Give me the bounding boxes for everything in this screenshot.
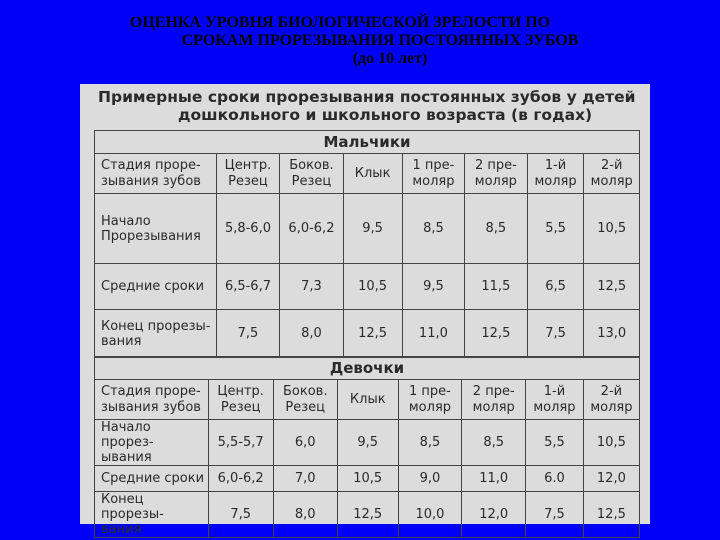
value-cell: 8,5 bbox=[398, 420, 462, 466]
table-photo bbox=[80, 84, 650, 537]
column-header: 2 пре- моляр bbox=[462, 380, 526, 420]
table-row bbox=[95, 310, 640, 358]
value-cell: 12,5 bbox=[584, 264, 640, 310]
stage-label: Средние сроки bbox=[95, 264, 217, 310]
value-cell: 11,0 bbox=[402, 310, 464, 358]
value-cell: 7,5 bbox=[527, 310, 584, 358]
stage-label: Средние сроки bbox=[95, 466, 209, 492]
header-row bbox=[95, 380, 640, 420]
table-row bbox=[95, 466, 640, 492]
value-cell: 8,5 bbox=[462, 420, 526, 466]
column-header: Центр. Резец bbox=[208, 380, 273, 420]
value-cell: 5,5-5,7 bbox=[208, 420, 273, 466]
value-cell: 5,5 bbox=[527, 194, 584, 264]
header-row bbox=[95, 154, 640, 194]
table-caption bbox=[98, 88, 648, 124]
value-cell: 12,0 bbox=[583, 466, 639, 492]
table-row bbox=[95, 194, 640, 264]
value-cell: 9,0 bbox=[398, 466, 462, 492]
stage-label: Начало прорез- ывания bbox=[95, 420, 209, 466]
value-cell: 8,0 bbox=[273, 492, 337, 538]
value-cell: 8,5 bbox=[465, 194, 527, 264]
value-cell: 10,5 bbox=[337, 466, 398, 492]
value-cell: 11,5 bbox=[465, 264, 527, 310]
value-cell: 9,5 bbox=[343, 194, 402, 264]
value-cell: 6.0 bbox=[526, 466, 584, 492]
table-caption-line2: дошкольного и школьного возраста (в годах) bbox=[178, 106, 593, 124]
column-header: 2-й моляр bbox=[583, 380, 639, 420]
stage-label: Начало Прорезывания bbox=[95, 194, 217, 264]
column-header: Центр. Резец bbox=[216, 154, 280, 194]
value-cell: 8,5 bbox=[402, 194, 464, 264]
column-header: Боков. Резец bbox=[273, 380, 337, 420]
value-cell: 7,5 bbox=[216, 310, 280, 358]
slide-title-line3: (до 10 лет) bbox=[352, 50, 428, 67]
table-caption-line1: Примерные сроки прорезывания постоянных зубов у детей bbox=[98, 88, 636, 106]
value-cell: 11,0 bbox=[462, 466, 526, 492]
column-header: Клык bbox=[343, 154, 402, 194]
value-cell: 10,0 bbox=[398, 492, 462, 538]
value-cell: 7,5 bbox=[526, 492, 584, 538]
column-header: 1 пре- моляр bbox=[402, 154, 464, 194]
column-header: Стадия проре- зывания зубов bbox=[95, 154, 217, 194]
column-header: 2-й моляр bbox=[584, 154, 640, 194]
value-cell: 12,0 bbox=[462, 492, 526, 538]
column-header: Стадия проре- зывания зубов bbox=[95, 380, 209, 420]
table-row bbox=[95, 264, 640, 310]
value-cell: 9,5 bbox=[402, 264, 464, 310]
value-cell: 8,0 bbox=[280, 310, 343, 358]
value-cell: 5,8-6,0 bbox=[216, 194, 280, 264]
column-header: Боков. Резец bbox=[280, 154, 343, 194]
column-header: 1-й моляр bbox=[527, 154, 584, 194]
slide-title-line1: ОЦЕНКА УРОВНЯ БИОЛОГИЧЕСКОЙ ЗРЕЛОСТИ ПО bbox=[129, 14, 551, 31]
table-row bbox=[95, 420, 640, 466]
value-cell: 12,5 bbox=[465, 310, 527, 358]
column-header: 1 пре- моляр bbox=[398, 380, 462, 420]
value-cell: 13,0 bbox=[584, 310, 640, 358]
value-cell: 7,5 bbox=[208, 492, 273, 538]
value-cell: 7,3 bbox=[280, 264, 343, 310]
column-header: 1-й моляр bbox=[526, 380, 584, 420]
table-row bbox=[95, 492, 640, 538]
column-header: 2 пре- моляр bbox=[465, 154, 527, 194]
value-cell: 12,5 bbox=[583, 492, 639, 538]
value-cell: 12,5 bbox=[337, 492, 398, 538]
value-cell: 10,5 bbox=[343, 264, 402, 310]
value-cell: 6,0-6,2 bbox=[208, 466, 273, 492]
boys-section-label: Мальчики bbox=[95, 131, 640, 154]
girls-table bbox=[94, 356, 640, 538]
value-cell: 6,5-6,7 bbox=[216, 264, 280, 310]
girls-section-label: Девочки bbox=[95, 357, 640, 380]
value-cell: 6,0-6,2 bbox=[280, 194, 343, 264]
value-cell: 12,5 bbox=[343, 310, 402, 358]
slide-title-line2: СРОКАМ ПРОРЕЗЫВАНИЯ ПОСТОЯННЫХ ЗУБОВ bbox=[181, 32, 579, 49]
column-header: Клык bbox=[337, 380, 398, 420]
stage-label: Конец прорезы- вания bbox=[95, 310, 217, 358]
slide-title bbox=[0, 14, 720, 68]
value-cell: 5,5 bbox=[526, 420, 584, 466]
value-cell: 6,0 bbox=[273, 420, 337, 466]
value-cell: 7,0 bbox=[273, 466, 337, 492]
boys-table bbox=[94, 130, 640, 358]
value-cell: 10,5 bbox=[584, 194, 640, 264]
stage-label: Конец прорезы- вания bbox=[95, 492, 209, 538]
value-cell: 6,5 bbox=[527, 264, 584, 310]
value-cell: 10,5 bbox=[583, 420, 639, 466]
value-cell: 9,5 bbox=[337, 420, 398, 466]
